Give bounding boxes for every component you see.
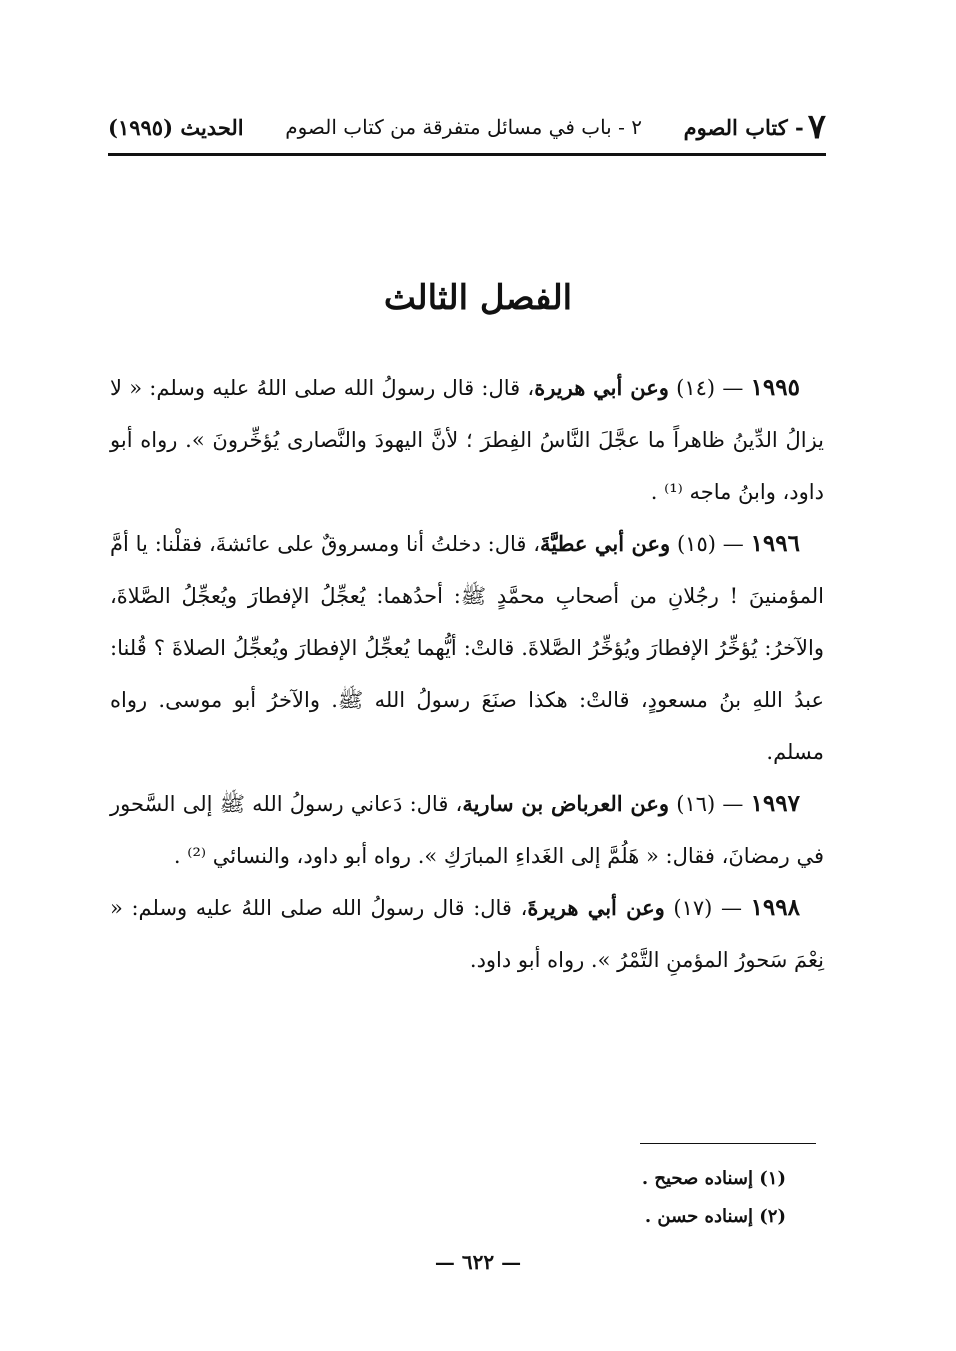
hadith-text: ، قال: قال رسولُ الله صلى اللهُ عليه وسلم: « نِعْمَ سَحورُ المؤمنِ التَّمْرُ ». رواه أبو داود. bbox=[110, 896, 824, 972]
section-title: الفصل الثالث bbox=[383, 278, 573, 318]
footnotes bbox=[400, 1160, 786, 1236]
hadith-number: ١٩٩٨ bbox=[750, 894, 800, 921]
hadith-reference: الحديث (١٩٩٥) bbox=[108, 114, 244, 140]
page-number: — ٦٢٢ — bbox=[434, 1250, 522, 1274]
hadith-1998 bbox=[110, 882, 824, 986]
hadith-narrator: وعن العرباض بن سارية bbox=[462, 791, 670, 816]
chapter-title: ٢ - باب في مسائل متفرقة من كتاب الصوم bbox=[285, 115, 642, 139]
footnote-divider bbox=[640, 1143, 816, 1144]
running-header bbox=[108, 104, 826, 150]
hadith-1997 bbox=[110, 778, 824, 882]
book-title: - كتاب الصوم bbox=[683, 114, 804, 140]
hadith-ref: — (١٥) bbox=[676, 532, 744, 556]
hadith-ref: — (١٦) bbox=[676, 792, 744, 816]
hadith-ref: — (١٧) bbox=[673, 896, 742, 920]
hadith-narrator: وعن أبي هريرةَ bbox=[527, 895, 665, 920]
book-number: ٧ bbox=[807, 107, 826, 147]
hadith-1996 bbox=[110, 518, 824, 778]
hadith-text: ، قال: دَعاني رسولُ الله ﷺ إلى السَّحور في رمضانَ، فقال: « هَلُمَّ إلى الغَداءِ المبارَكِ ». رواه أبو داود، والنسائي ⁽²⁾ . bbox=[110, 792, 824, 868]
hadith-number: ١٩٩٧ bbox=[750, 790, 800, 817]
hadith-text: ، قال: دخلتُ أنا ومسروقٌ على عائشةَ، فقلْنا: يا أمَّ المؤمنينَ ! رجُلانِ من أصحابِ محمَّدٍ ﷺ: أحدُهما: يُعجِّلُ الإفطارَ ويُعجِّلُ الصَّلاةَ، والآخرُ: يُؤخِّرُ الإفطارَ ويُؤخِّرُ الصَّلاةَ. قالتْ: أيُّهما يُعجِّلُ الإفطارَ ويُعجِّلُ الصلاةَ ؟ قُلنا: عبدُ اللهِ بنُ مسعودٍ، قالتْ: هكذا صنَعَ رسولُ الله ﷺ. والآخرُ أبو موسى. رواه مسلم. bbox=[110, 532, 824, 764]
hadith-list bbox=[110, 362, 824, 986]
footnote-1: (١) إسناده صحيح . bbox=[641, 1168, 786, 1189]
hadith-ref: — (١٤) bbox=[676, 376, 744, 400]
hadith-number: ١٩٩٦ bbox=[750, 530, 800, 557]
hadith-narrator: وعن أبي هريرة bbox=[534, 375, 669, 400]
hadith-1995 bbox=[110, 362, 824, 518]
hadith-number: ١٩٩٥ bbox=[750, 374, 800, 401]
header-divider bbox=[108, 153, 826, 156]
book-label bbox=[683, 107, 826, 147]
footnote-2: (٢) إسناده حسن . bbox=[644, 1206, 786, 1227]
hadith-text: ، قال: قال رسولُ الله صلى اللهُ عليه وسلم: « لا يزالُ الدِّينُ ظاهراً ما عجَّلَ النَّاسُ الفِطرَ ؛ لأنَّ اليهودَ والنَّصارى يُؤخِّرونَ ». رواه أبو داود، وابنُ ماجه ⁽¹⁾ . bbox=[110, 376, 824, 504]
hadith-narrator: وعن أبي عطيَّةَ bbox=[540, 531, 671, 556]
